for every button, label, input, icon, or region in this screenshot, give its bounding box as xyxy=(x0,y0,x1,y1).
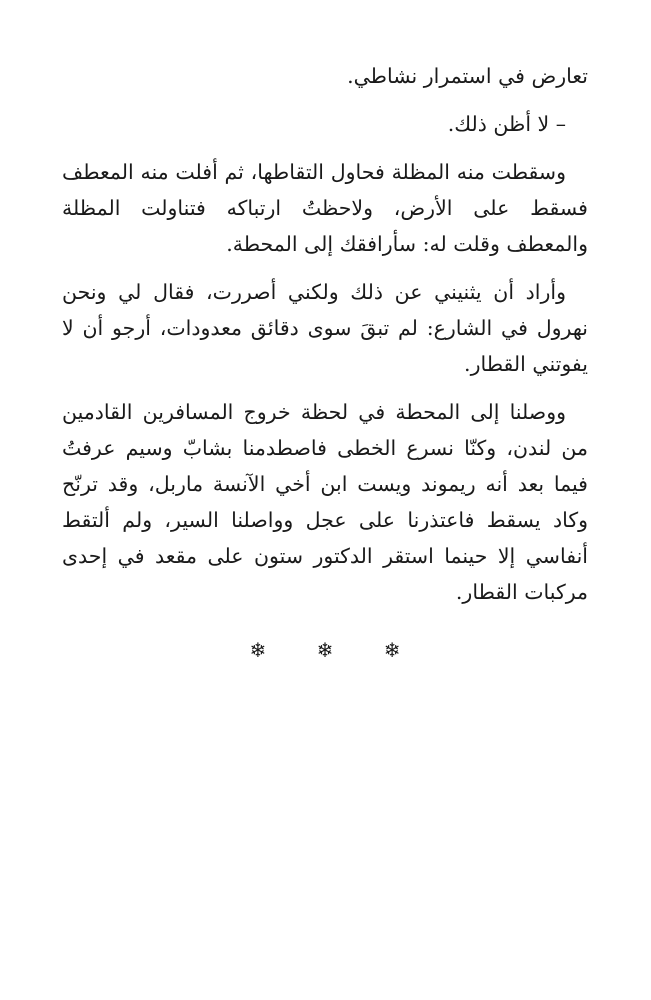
paragraph-umbrella: وسقطت منه المظلة فحاول التقاطها، ثم أفلت منه المعطف فسقط على الأرض، ولاحظتُ ارتباكه فتناولت المظلة والمعطف وقلت له: سأرافقك إلى المحطة. xyxy=(62,160,588,256)
paragraph-station: ووصلنا إلى المحطة في لحظة خروج المسافرين القادمين من لندن، وكنّا نسرع الخطى فاصطدمنا بشابّ وسيم عرفتُ فيما بعد أنه ريموند ويست ابن أخي الآنسة ماربل، وقد ترنّح وكاد يسقط فاعتذرنا على عجل وواصلنا السير، ولم ألتقط أنفاسي إلا حينما استقر الدكتور ستون على مقعد في إحدى مركبات القطار. xyxy=(62,400,588,604)
paragraph-continuation: تعارض في استمرار نشاطي. xyxy=(347,64,588,88)
section-break-ornament: ❄ ❄ ❄ xyxy=(249,638,423,662)
book-page xyxy=(62,58,588,668)
paragraph-street: وأراد أن يثنيني عن ذلك ولكني أصررت، فقال لي ونحن نهرول في الشارع: لم تبقَ سوى دقائق معدودات، أرجو أن لا يفوتني القطار. xyxy=(62,280,588,376)
paragraph-dialog: – لا أظن ذلك. xyxy=(447,112,566,136)
